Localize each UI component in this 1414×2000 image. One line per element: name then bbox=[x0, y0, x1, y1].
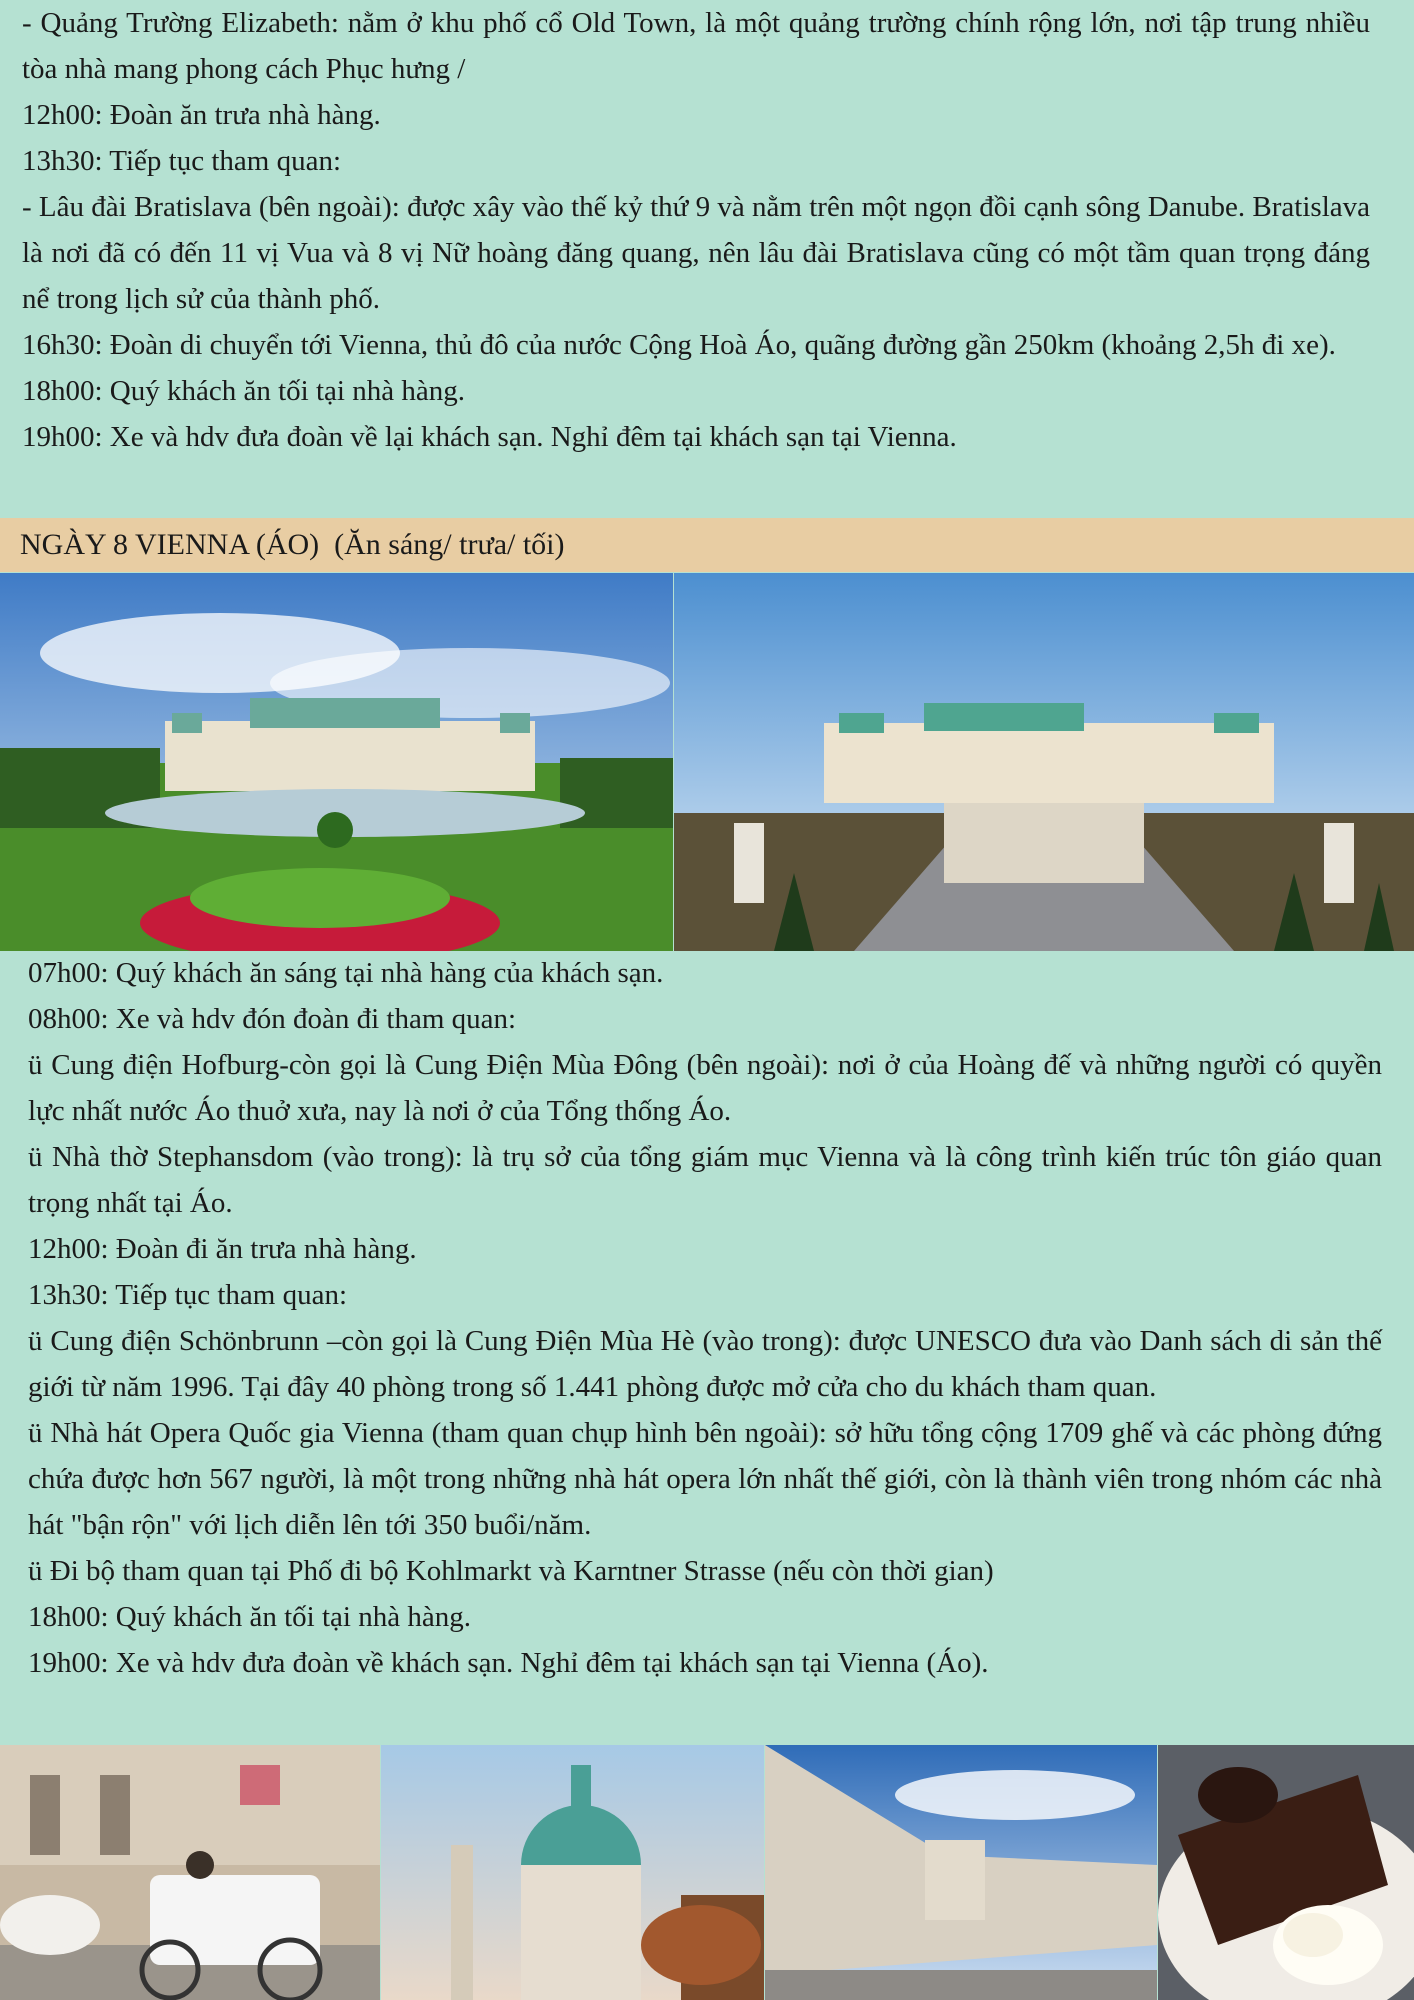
day-header bbox=[0, 518, 1414, 572]
paragraph: - Quảng Trường Elizabeth: nằm ở khu phố cổ Old Town, là một quảng trường chính rộng lớn, nơi tập trung nhiều tòa nhà mang phong cách Phục hưng / bbox=[22, 7, 1370, 85]
paragraph: 13h30: Tiếp tục tham quan: bbox=[28, 1279, 347, 1311]
paragraph: 07h00: Quý khách ăn sáng tại nhà hàng của khách sạn. bbox=[28, 957, 664, 989]
paragraph: 19h00: Xe và hdv đưa đoàn về khách sạn. Nghỉ đêm tại khách sạn tại Vienna (Áo). bbox=[28, 1647, 989, 1679]
belvedere-cascade-photo bbox=[674, 573, 1414, 951]
day8-itinerary-text bbox=[28, 950, 1382, 1686]
paragraph: 12h00: Đoàn ăn trưa nhà hàng. bbox=[22, 99, 381, 131]
paragraph: ü Cung điện Hofburg-còn gọi là Cung Điện Mùa Đông (bên ngoài): nơi ở của Hoàng đế và những người có quyền lực nhất nước Áo thuở xưa, nay là nơi ở của Tổng thống Áo. bbox=[28, 1049, 1382, 1127]
paragraph: - Lâu đài Bratislava (bên ngoài): được xây vào thế kỷ thứ 9 và nằm trên một ngọn đồi cạnh sông Danube. Bratislava là nơi đã có đến 11 vị Vua và 8 vị Nữ hoàng đăng quang, nên lâu đài Bratislava cũng có một tầm quan trọng đáng nể trong lịch sử của thành phố. bbox=[22, 191, 1370, 315]
paragraph: ü Nhà hát Opera Quốc gia Vienna (tham quan chụp hình bên ngoài): sở hữu tổng cộng 1709 ghế và các phòng đứng chứa được hơn 567 người, là một trong những nhà hát opera lớn nhất thế giới, còn là thành viên trong nhóm các nhà hát "bận rộn" với lịch diễn lên tới 350 buổi/năm. bbox=[28, 1417, 1382, 1541]
paragraph: 12h00: Đoàn đi ăn trưa nhà hàng. bbox=[28, 1233, 417, 1265]
top-itinerary-text bbox=[22, 0, 1370, 460]
horse-carriage-photo bbox=[0, 1745, 380, 2000]
hofburg-photo bbox=[765, 1745, 1157, 2000]
paragraph: ü Cung điện Schönbrunn –còn gọi là Cung Điện Mùa Hè (vào trong): được UNESCO đưa vào Danh sách di sản thế giới từ năm 1996. Tại đây 40 phòng trong số 1.441 phòng được mở cửa cho du khách tham quan. bbox=[28, 1325, 1382, 1403]
paragraph: ü Nhà thờ Stephansdom (vào trong): là trụ sở của tổng giám mục Vienna và là công trình kiến trúc tôn giáo quan trọng nhất tại Áo. bbox=[28, 1141, 1382, 1219]
paragraph: 16h30: Đoàn di chuyển tới Vienna, thủ đô của nước Cộng Hoà Áo, quãng đường gần 250km (khoảng 2,5h đi xe). bbox=[22, 329, 1336, 361]
paragraph: ü Đi bộ tham quan tại Phố đi bộ Kohlmarkt và Karntner Strasse (nếu còn thời gian) bbox=[28, 1555, 994, 1587]
paragraph: 19h00: Xe và hdv đưa đoàn về lại khách sạn. Nghỉ đêm tại khách sạn tại Vienna. bbox=[22, 421, 957, 453]
belvedere-fountain-photo bbox=[0, 573, 673, 951]
top-section bbox=[0, 0, 1414, 516]
sachertorte-photo bbox=[1158, 1745, 1414, 2000]
day-header-title: NGÀY 8 VIENNA (ÁO) (Ăn sáng/ trưa/ tối) bbox=[20, 528, 565, 561]
karlskirche-photo bbox=[381, 1745, 764, 2000]
paragraph: 18h00: Quý khách ăn tối tại nhà hàng. bbox=[28, 1601, 471, 1633]
paragraph: 18h00: Quý khách ăn tối tại nhà hàng. bbox=[22, 375, 465, 407]
paragraph: 13h30: Tiếp tục tham quan: bbox=[22, 145, 341, 177]
paragraph: 08h00: Xe và hdv đón đoàn đi tham quan: bbox=[28, 1003, 517, 1035]
